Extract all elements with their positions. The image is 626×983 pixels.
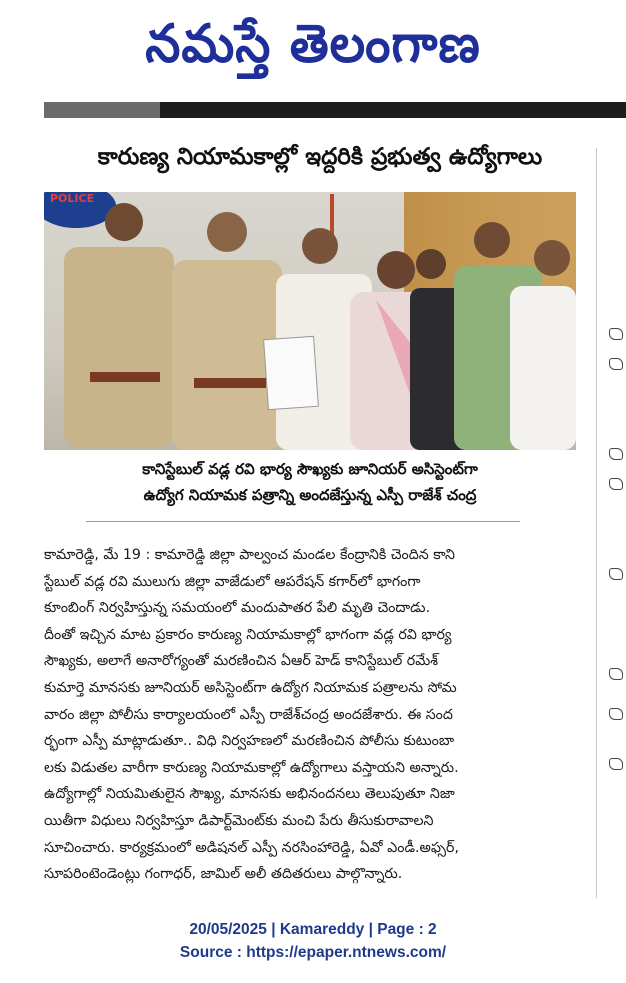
body-line: దీంతో ఇచ్చిన మాట ప్రకారం కారుణ్య నియామకాల్లో భాగంగా వడ్ల రవి భార్య xyxy=(44,626,452,643)
body-line: సూచించారు. కార్యక్రమంలో అడిషనల్ ఎస్పీ నరసింహారెడ్డి, ఏవో ఎండీ.అఫ్సర్, xyxy=(44,839,459,856)
article-body xyxy=(44,542,596,888)
police-sign-text: POLICE xyxy=(50,192,95,205)
page-footer xyxy=(0,918,626,964)
article-photo xyxy=(44,192,576,450)
article-headline: కారుణ్య నియామకాల్లో ఇద్దరికి ప్రభుత్వ ఉద్యోగాలు xyxy=(97,144,543,170)
adjacent-column-edge xyxy=(596,148,626,898)
caption-line: ఉద్యోగ నియామక పత్రాన్ని అందజేస్తున్న ఎస్పీ రాజేశ్ చంద్ర xyxy=(143,486,477,504)
body-line: సౌఖ్యకు, అలాగే అనారోగ్యంతో మరణించిన ఏఆర్ హెడ్ కానిస్టేబుల్ రమేశ్ xyxy=(44,653,439,670)
caption-line: కానిస్టేబుల్ వడ్ల రవి భార్య సౌఖ్యకు జూనియర్ అసిస్టెంట్‌గా xyxy=(142,460,478,478)
footer-date-edition: 20/05/2025 | Kamareddy | Page : 2 xyxy=(189,921,437,938)
body-line: ర్భంగా ఎస్పీ మాట్లాడుతూ.. విధి నిర్వహణలో మరణించిన పోలీసు కుటుంబా xyxy=(44,733,455,750)
body-line: కామారెడ్డి, మే 19 : కామారెడ్డి జిల్లా పాల్వంచ మండల కేంద్రానికి చెందిన కాని xyxy=(44,547,456,563)
body-line: సూపరింటెండెంట్లు గంగాధర్, జామిల్ అలీ తదితరులు పాల్గొన్నారు. xyxy=(44,866,403,883)
body-line: కుమార్తె మానసకు జూనియర్ అసిస్టెంట్‌గా ఉద్యోగ నియామక పత్రాలను సోమ xyxy=(44,679,457,696)
body-line: కూంబింగ్ నిర్వహిస్తున్న సమయంలో మందుపాతర పేలి మృతి చెందాడు. xyxy=(44,600,431,617)
photo-caption xyxy=(44,456,576,508)
body-line: స్టేబుల్ వడ్ల రవి ములుగు జిల్లా వాజేడులో ఆపరేషన్ కగార్‌లో భాగంగా xyxy=(44,573,421,590)
masthead xyxy=(0,0,626,100)
body-line: యితీగా విధులు నిర్వహిస్తూ డిపార్ట్‌మెంట్‌కు మంచి పేరు తీసుకురావాలని xyxy=(44,812,434,829)
masthead-rule xyxy=(44,102,626,118)
body-line: లకు విడుతల వారీగా కారుణ్య నియామకాల్లో ఉద్యోగాలు వస్తాయని అన్నారు. xyxy=(44,759,459,776)
footer-source: Source : https://epaper.ntnews.com/ xyxy=(179,944,447,961)
body-line: ఉద్యోగాల్లో నియమితులైన సౌఖ్య, మానసకు అభినందనలు తెలుపుతూ నిజా xyxy=(44,786,455,803)
body-line: వారం జిల్లా పోలీసు కార్యాలయంలో ఎస్పీ రాజేశ్‌చంద్ర అందజేశారు. ఈ సంద xyxy=(44,706,453,723)
newspaper-logo: నమస్తే తెలంగాణ xyxy=(145,12,481,74)
caption-divider xyxy=(86,521,520,522)
